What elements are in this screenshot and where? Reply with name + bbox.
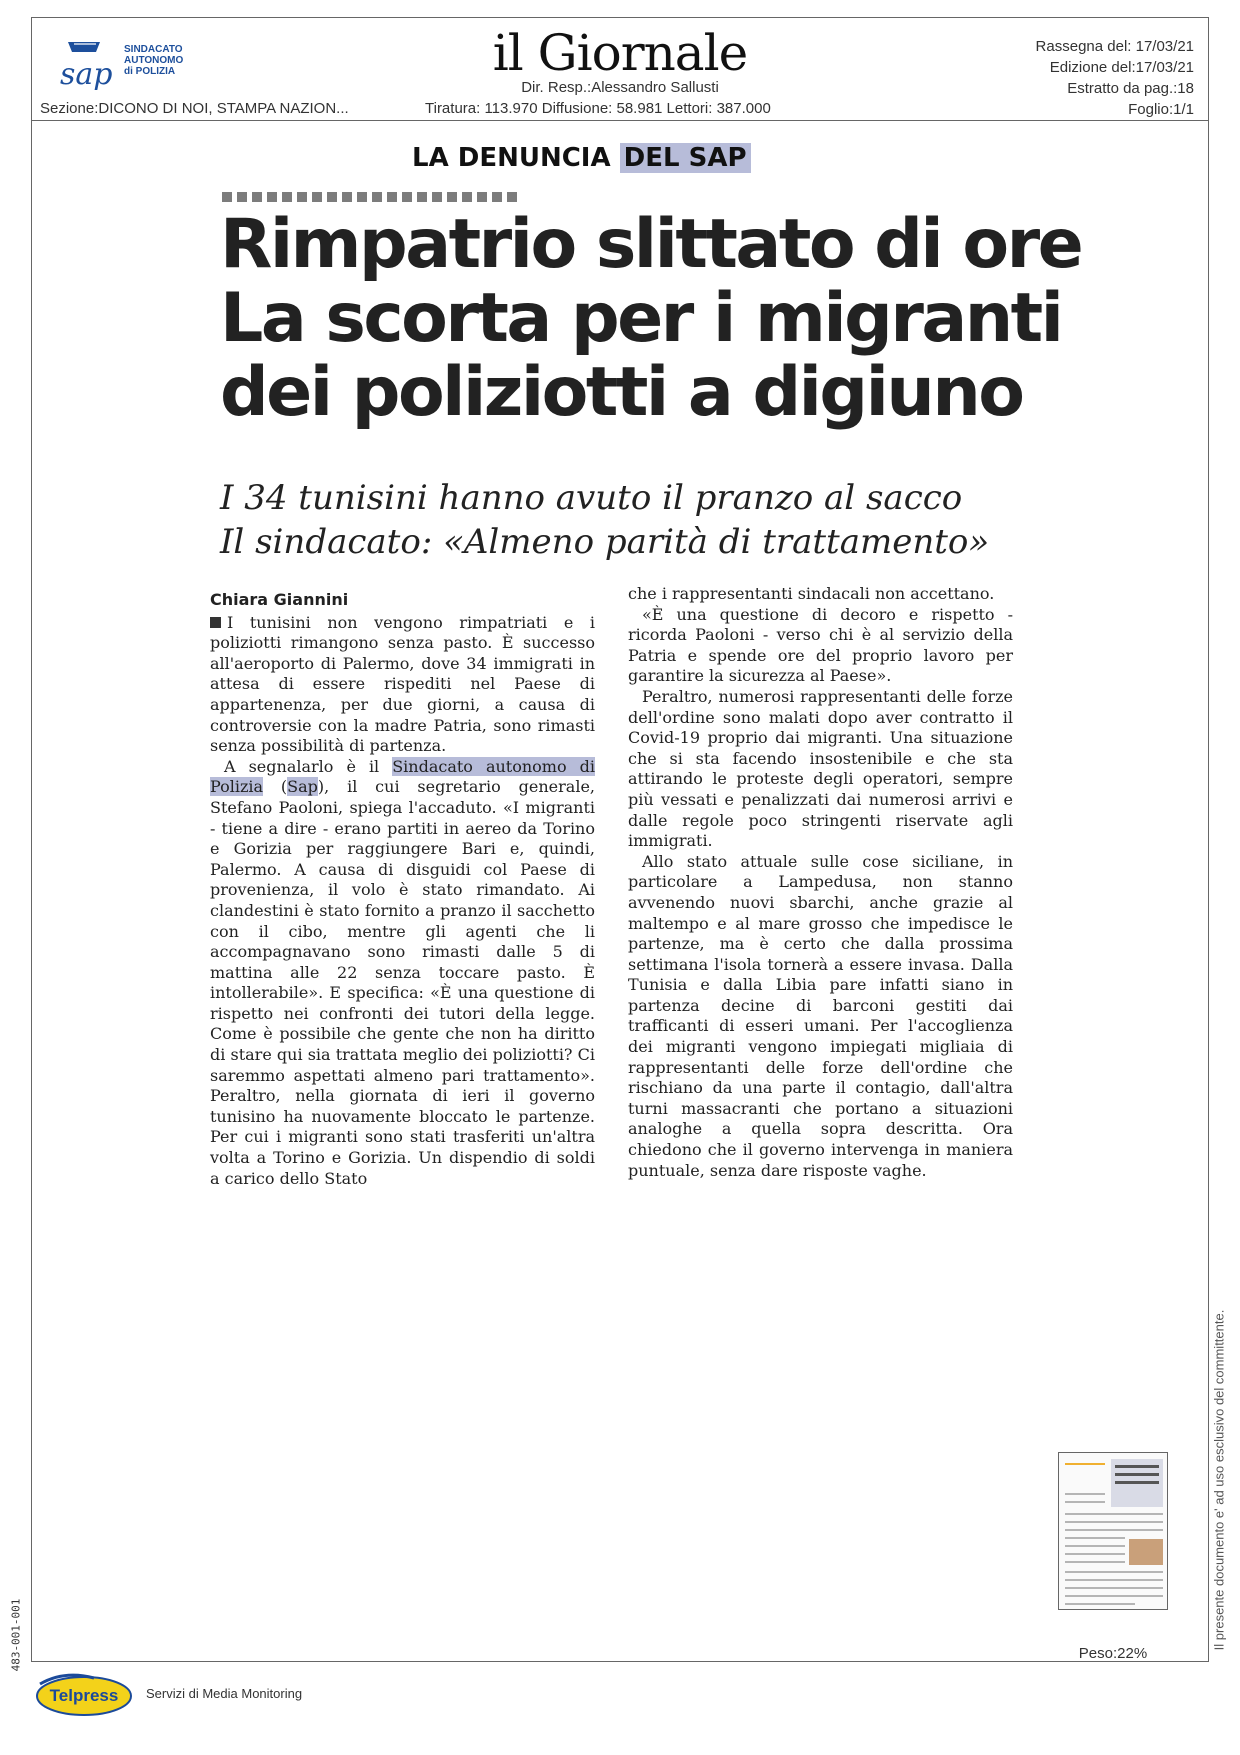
peso-label: Peso:22%: [1078, 1645, 1148, 1662]
servizi-label: Servizi di Media Monitoring: [146, 1686, 303, 1701]
document-code-text: 483-001-001: [9, 1598, 23, 1672]
tiratura-line: Tiratura: 113.970 Diffusione: 58.981 Lettori: 387.000: [425, 100, 771, 117]
faded-kicker-trace: [222, 192, 522, 202]
sap-line-3: di POLIZIA: [124, 66, 176, 77]
headline-line-2: La scorta per i migranti: [220, 279, 1062, 358]
usage-note-text: Il presente documento e' ad uso esclusivo del committente.: [1211, 1309, 1227, 1651]
director-line: Dir. Resp.:Alessandro Sallusti: [521, 79, 719, 96]
edizione-date: Edizione del:17/03/21: [1049, 59, 1194, 76]
headline-line-3: dei poliziotti a digiuno: [220, 353, 1023, 432]
byline: Chiara Giannini: [210, 590, 349, 609]
paragraph-text: A segnalarlo è il: [224, 756, 393, 776]
sap-line-2: AUTONOMO: [124, 55, 184, 66]
paragraph-text: ), il cui segretario generale, Stefano Paoloni, spiega l'accaduto. «I migranti - tiene a dire - erano partiti in aereo da Torino e Gorizia per raggiungere Bari e, quindi, Palermo. A causa di disguidi col Paese di provenienza, il volo è stato rimandato. Ai clandestini è stato fornito a pranzo il sacchetto con il cibo, mentre gli agenti che li accompagnavano sono rimasti dalle 5 di mattina alle 22 senza toccare pasto. È intollerabile». E specifica: «È una questione di rispetto nei confronti dei tutori della legge. Come è possibile che gente che non ha diritto di stare qui sia trattata meglio dei poliziotti? Ci saremmo aspettati almeno pari trattamento». Peraltro, nella giornata di ieri il governo tunisino ha nuovamente bloccato le partenze. Per cui i migranti sono stati trasferiti un'altra volta a Torino e Gorizia. Un dispendio di soldi a carico dello Stato: [210, 777, 595, 1188]
highlight-sindacato: Sindacato autonomo di Polizia: [210, 756, 595, 797]
svg-text:sap: sap: [60, 57, 113, 90]
headline-line-1: Rimpatrio slittato di ore: [220, 205, 1082, 284]
sezione-line: Sezione:DICONO DI NOI, STAMPA NAZION...: [40, 100, 349, 117]
masthead-title: il Giornale: [492, 24, 748, 82]
paragraph: Peraltro, numerosi rappresentanti delle forze dell'ordine sono malati dopo aver contratto il Covid-19 proprio dai migranti. Una situazione che si sta facendo insostenibile e che sta attirando le proteste degli operatori, sempre più vessati e penalizzati dai numerosi arrivi e dalle regole poco stringenti riservate agli immigrati.: [628, 686, 1013, 851]
sap-logo-mark: [60, 40, 132, 90]
clipping-info: [1036, 36, 1194, 120]
page-thumbnail: [1058, 1452, 1168, 1610]
kicker-highlight: DEL SAP: [620, 143, 751, 173]
paragraph: che i rappresentanti sindacali non accettano.: [628, 584, 995, 603]
paragraph: «È una questione di decoro e rispetto - ricorda Paoloni - verso chi è al servizio della Patria e spende ore del proprio lavoro per garantire la sicurezza al Paese».: [628, 604, 1013, 686]
subheadline: [220, 476, 989, 564]
kicker-main: LA DENUNCIA: [412, 143, 611, 173]
highlight-sap: Sap: [287, 777, 318, 797]
telpress-logo-text: Telpress: [49, 1686, 119, 1705]
document-code: [8, 1590, 24, 1680]
bullet-square-icon: [210, 617, 221, 628]
header-separator: [31, 120, 1209, 121]
paragraph-text: I tunisini non vengono rimpatriati e i poliziotti rimangono senza pasto. È successo all'aeroporto di Palermo, dove 34 immigrati in attesa di essere rispediti nel Paese di appartenenza, per due giorni, a causa di controversie con la madre Patria, sono rimasti senza possibilità di partenza.: [210, 612, 595, 756]
article-column-2: [628, 584, 1013, 1181]
usage-note: [1209, 1290, 1229, 1670]
subhead-line-2: Il sindacato: «Almeno parità di trattamento»: [220, 522, 990, 562]
foglio-count: Foglio:1/1: [1128, 101, 1194, 118]
sap-logo: [60, 30, 210, 92]
paragraph: [210, 757, 595, 1189]
paragraph: [210, 613, 595, 757]
article-column-1: [210, 590, 595, 1189]
sap-line-1: SINDACATO: [124, 44, 183, 55]
masthead: [390, 25, 850, 96]
paragraph-text: (: [263, 777, 288, 797]
headline: [220, 205, 1082, 432]
estratto-page: Estratto da pag.:18: [1067, 80, 1194, 97]
rassegna-date: Rassegna del: 17/03/21: [1035, 38, 1194, 55]
telpress-logo: [34, 1672, 134, 1718]
paragraph: Allo stato attuale sulle cose siciliane, in particolare a Lampedusa, non stanno avvenendo nuovi sbarchi, anche grazie al maltempo e al mare grosso che impedisce le partenze, ma è certo che dalla prossima settimana l'isola tornerà a essere invasa. Dalla Tunisia e dalla Libia pare infatti siano in partenza decine di barconi gestiti dai trafficanti di esseri umani. Per l'accoglienza dei migranti vengono impiegati migliaia di rappresentanti delle forze dell'ordine che rischiano da una parte il contagio, dall'altra turni massacranti che portano a situazioni analoghe a quella sopra descritta. Ora chiedono che il governo intervenga in maniera puntuale, senza dare risposte vaghe.: [628, 851, 1013, 1180]
kicker: [412, 143, 751, 173]
sap-logo-text: [124, 44, 183, 77]
subhead-line-1: I 34 tunisini hanno avuto il pranzo al sacco: [220, 478, 963, 518]
